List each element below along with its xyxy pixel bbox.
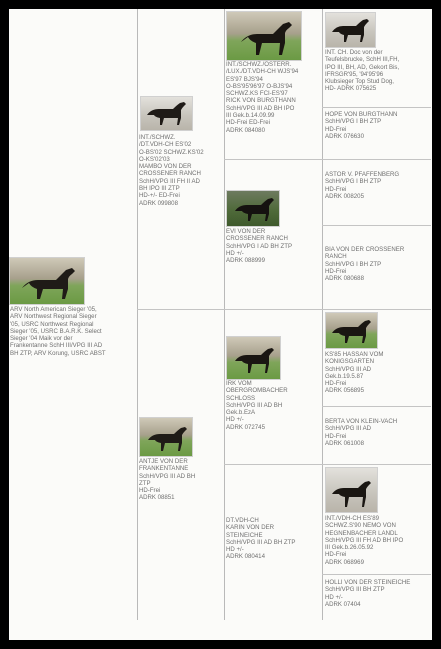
info-line: RICK VON BURGTHANN: [226, 97, 296, 105]
info-line: Sieger '04 Maik vor der: [10, 335, 73, 343]
info-line: SchH/VPG III AD BH ZTP: [226, 538, 296, 546]
info-line: INT./VDH-CH ES'89: [325, 515, 379, 522]
dam-dam-info: [226, 517, 321, 561]
info-line: KONIGSGARTEN: [325, 358, 374, 366]
row-divider-gen3-c: [322, 406, 431, 407]
info-line: ANTJE VON DER: [139, 458, 188, 465]
row-divider-gen2-a: [224, 159, 431, 160]
info-line: SchH/VPG I AD BH ZTP: [226, 242, 293, 250]
info-line: HEGNENBACHER LANDL: [325, 529, 398, 537]
info-line: SchH/VPG I BH ZTP: [325, 118, 382, 126]
dog-silhouette-icon: [141, 97, 192, 130]
row-divider-gen1: [137, 309, 431, 310]
info-line: O-KS'02'03: [139, 155, 170, 163]
info-line: /LUX./DT.VDH-CH WJS'94: [226, 68, 299, 76]
info-line: Gek.b.EzA: [226, 409, 256, 417]
sire-dog-photo: [140, 96, 193, 131]
subject-info: [10, 306, 136, 357]
info-line: INT./SCHWZ.: [139, 134, 176, 141]
column-divider-1: [137, 9, 138, 620]
dd-sire-dog-photo: [325, 467, 378, 513]
info-line: SchH/VPG III FH AD BH IPO: [325, 536, 404, 544]
info-line: SchH/VPG I BH ZTP: [325, 260, 382, 268]
info-line: SchH/VPG III AD BH: [226, 401, 283, 409]
sd-dam-info: [325, 246, 431, 282]
info-line: SCHLOSS: [226, 394, 256, 402]
info-line: HD-Frei: [325, 185, 347, 193]
subject-dog-photo: [9, 257, 85, 305]
info-line: HD-Frei ED-Frei: [226, 119, 271, 127]
info-line: /DT.VDH-CH ES'02: [139, 141, 192, 149]
info-line: SchH/VPG III AD: [325, 365, 372, 373]
info-line: ADRK 07404: [325, 600, 361, 608]
dog-silhouette-icon: [10, 258, 84, 304]
info-line: HD-Frei: [325, 551, 347, 559]
info-line: EVI VON DER: [226, 228, 266, 235]
info-line: ARV Northwest Regional Sieger: [10, 313, 97, 321]
info-line: O-BS'02 SCHWZ.KS'02: [139, 148, 204, 156]
info-line: ASTOR V. PFAFFENBERG: [325, 171, 400, 178]
info-line: SchH/VPG III BH ZTP: [325, 586, 385, 594]
sd-sire-info: [325, 171, 431, 200]
info-line: HD +/-: [325, 593, 343, 601]
sire-sire-info: [226, 61, 321, 134]
ss-sire-dog-photo: [325, 12, 376, 48]
info-line: SchH/VPG III AD: [325, 425, 372, 433]
info-line: SchH/VPG III AD BH IPO: [226, 104, 295, 112]
info-line: ADRK 008205: [325, 192, 364, 200]
info-line: CROSSENER RANCH: [139, 170, 201, 178]
info-line: HD-Frei: [325, 267, 347, 275]
info-line: KARIN VON DER: [226, 524, 275, 532]
info-line: HD-+/- ED-Frei: [139, 192, 180, 200]
info-line: OBERGROMBACHER: [226, 387, 288, 395]
info-line: ADRK 088999: [226, 257, 265, 265]
info-line: HD-Frei: [325, 432, 347, 440]
info-line: HD +/-: [226, 249, 244, 257]
info-line: SchH/VPG III AD BH: [139, 472, 196, 480]
sire-dam-info: [226, 228, 321, 264]
info-line: BIA VON DER CROSSENER: [325, 246, 405, 253]
info-line: Gek.b.19.5.87: [325, 372, 364, 380]
ss-dam-info: [325, 111, 431, 140]
dog-silhouette-icon: [227, 337, 280, 379]
sire-sire-dog-photo: [226, 11, 302, 61]
info-line: HD-Frei: [325, 380, 347, 388]
info-line: HD-Frei: [139, 487, 161, 495]
info-line: BH ZTP, ARV Korung, USRC ABST: [10, 349, 106, 357]
info-line: RANCH: [325, 253, 347, 261]
info-line: ZTP: [139, 479, 151, 487]
info-line: ADRK 076630: [325, 132, 364, 140]
info-line: Klubsieger Top Stud Dog,: [325, 78, 394, 86]
info-line: CROSSENER RANCH: [226, 235, 288, 243]
dam-sire-dog-photo: [226, 336, 281, 380]
info-line: KS'85 HASSAN VOM: [325, 351, 384, 358]
dam-sire-info: [226, 380, 321, 431]
info-line: SchH/VPG III FH II AD: [139, 177, 200, 185]
info-line: ADRK 080414: [226, 553, 265, 561]
row-divider-gen2-b: [224, 464, 431, 465]
info-line: BERTA VON KLEIN-VACH: [325, 418, 398, 425]
info-line: HD-Frei: [325, 125, 347, 133]
info-line: '05, USRC Northwest Regional: [10, 320, 94, 328]
info-line: IPO III, BH, AD, Gekort Bis,: [325, 63, 400, 71]
dog-silhouette-icon: [227, 191, 279, 226]
ds-sire-dog-photo: [325, 312, 378, 349]
info-line: Sieger '05, USRC B.A.R.K. Select: [10, 327, 102, 335]
ss-sire-info: [325, 49, 431, 93]
row-divider-gen3-a: [322, 107, 431, 108]
info-line: SCHWZ.KS FCI-ES'97: [226, 90, 288, 98]
info-line: ADRK 080688: [325, 275, 364, 283]
info-line: ADRK 084080: [226, 126, 265, 134]
dog-silhouette-icon: [227, 12, 301, 60]
info-line: ADRK 072745: [226, 423, 265, 431]
info-line: ADRK 068969: [325, 558, 364, 566]
info-line: Frankentanne SchH III/VPG III AD: [10, 342, 103, 350]
info-line: ARV North American Sieger '05,: [10, 306, 97, 313]
column-divider-2: [224, 9, 225, 620]
ds-dam-info: [325, 418, 431, 447]
info-line: ADRK 056895: [325, 387, 364, 395]
info-line: III Gek.b.26.05.92: [325, 544, 374, 552]
info-line: HD- ADRK 075625: [325, 85, 377, 93]
row-divider-gen3-b: [322, 225, 431, 226]
pedigree-page: [9, 9, 432, 640]
dam-dog-photo: [139, 417, 193, 457]
info-line: IFRSGR'95, '94'95'96: [325, 70, 384, 78]
info-line: ES'97 BJS'94: [226, 75, 263, 83]
info-line: HD +/-: [226, 546, 244, 554]
dog-silhouette-icon: [140, 418, 192, 456]
dog-silhouette-icon: [326, 313, 377, 348]
column-divider-3: [322, 9, 323, 620]
info-line: III Gek.b.14.09.99: [226, 112, 275, 120]
info-line: ADRK 061008: [325, 439, 364, 447]
ds-sire-info: [325, 351, 431, 395]
info-line: SchH/VPG I BH ZTP: [325, 178, 382, 186]
info-line: INT. CH. Doc von der: [325, 49, 383, 56]
info-line: SCHWZ.S'90 NEMO VON: [325, 522, 396, 530]
info-line: IRK VOM: [226, 380, 252, 387]
dd-dam-info: [325, 579, 431, 608]
info-line: DT.VDH-CH: [226, 517, 259, 524]
info-line: FRANKENTANNE: [139, 465, 189, 473]
dog-silhouette-icon: [326, 468, 377, 512]
sire-dam-dog-photo: [226, 190, 280, 227]
info-line: STEINEICHE: [226, 531, 263, 539]
info-line: HOPE VON BURGTHANN: [325, 111, 398, 118]
info-line: HOLLI VON DER STEINEICHE: [325, 579, 411, 586]
info-line: Teufelsbrucke, SchH III,FH,: [325, 56, 400, 64]
info-line: MAMBO VON DER: [139, 163, 192, 171]
sire-info: [139, 134, 223, 207]
info-line: HD +/-: [226, 416, 244, 424]
info-line: O-BS'95'96'97 O-BJS'94: [226, 82, 293, 90]
info-line: ADRK 099808: [139, 199, 178, 207]
dam-info: [139, 458, 223, 502]
info-line: INT./SCHWZ./OSTERR.: [226, 61, 292, 68]
info-line: BH IPO III ZTP: [139, 185, 180, 193]
row-divider-gen3-d: [322, 574, 431, 575]
info-line: ADRK 08851: [139, 494, 175, 502]
dog-silhouette-icon: [326, 13, 375, 47]
dd-sire-info: [325, 515, 431, 566]
